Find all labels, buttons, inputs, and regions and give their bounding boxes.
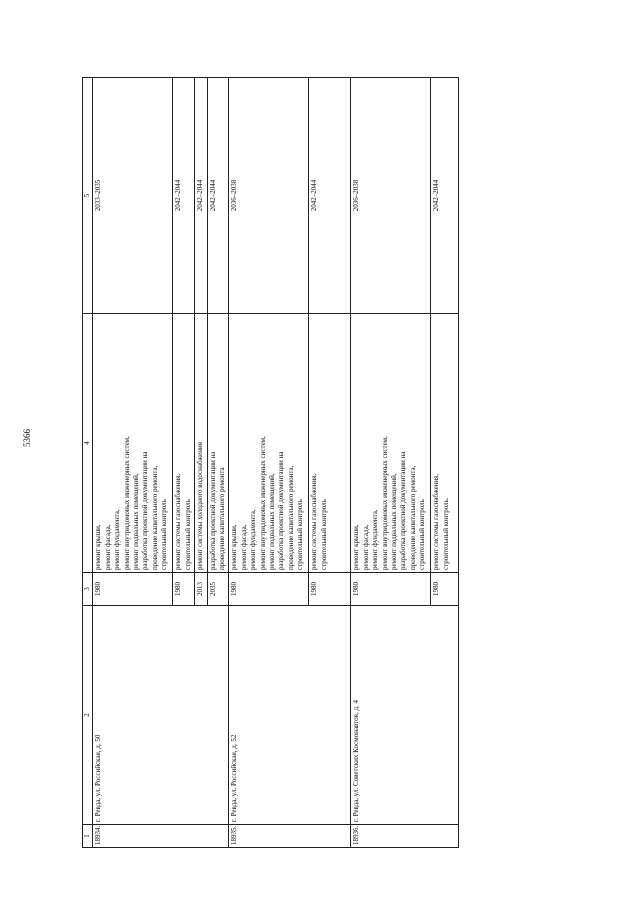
repair-works (351, 314, 431, 573)
repair-works (229, 314, 309, 573)
repair-year: 1980 (431, 573, 459, 606)
work-item: разработка проектной документации на (277, 451, 286, 570)
work-item: ремонт подвальных помещений, (268, 473, 277, 570)
work-item: ремонт фасада, (361, 524, 370, 570)
work-item: ремонт фундамента, (113, 509, 122, 570)
work-item: проведение капитального ремонта (218, 467, 227, 570)
planned-period: 2036–2038 (351, 78, 431, 314)
repair-works (309, 314, 351, 573)
table-body (93, 78, 459, 848)
column-number: 3 (83, 573, 93, 606)
row-number: 18934. (93, 825, 229, 848)
work-item: ремонт фундамента, (371, 509, 380, 570)
column-number: 1 (83, 825, 93, 848)
repair-works (195, 314, 207, 573)
work-item: ремонт внутридомовых инженерных систем, (258, 436, 267, 570)
work-item: ремонт системы газоснабжения, (310, 473, 319, 570)
planned-period: 2042–2044 (207, 78, 229, 314)
work-item: ремонт крыши, (94, 524, 103, 570)
work-item: разработка проектной документации на (399, 451, 408, 570)
work-item: строительный контроль (418, 499, 427, 570)
work-item: ремонт подвальных помещений, (390, 473, 399, 570)
column-number-row (83, 78, 93, 848)
work-item: ремонт фасада, (239, 524, 248, 570)
planned-period: 2036–2038 (229, 78, 309, 314)
work-item: разработка проектной документации на (208, 451, 217, 570)
work-item: строительный контроль (160, 499, 169, 570)
work-item: проведение капитального ремонта, (150, 465, 159, 570)
table-row (229, 78, 309, 848)
building-address: г. Ревда, ул. Российская, д. 50 (93, 606, 229, 825)
building-address: г. Ревда, ул. Советских Космонавтов, д. 4 (351, 606, 459, 825)
work-item: ремонт крыши, (352, 524, 361, 570)
repair-works (93, 314, 173, 573)
planned-period: 2042–2044 (309, 78, 351, 314)
row-number: 18935. (229, 825, 351, 848)
work-item: ремонт фасада, (103, 524, 112, 570)
repair-year: 2035 (207, 573, 229, 606)
table-row (351, 78, 431, 848)
work-item: строительный контроль (319, 499, 328, 570)
repair-works (207, 314, 229, 573)
repair-year: 1980 (351, 573, 431, 606)
planned-period: 2042–2044 (173, 78, 195, 314)
rotated-table-wrapper (82, 78, 506, 848)
page-number: 5366 (22, 429, 32, 447)
work-item: ремонт фундамента, (249, 509, 258, 570)
work-item: строительный контроль (296, 499, 305, 570)
building-address: г. Ревда, ул. Российская, д. 52 (229, 606, 351, 825)
row-number: 18936. (351, 825, 459, 848)
column-number: 5 (83, 78, 93, 314)
repair-year: 2013 (195, 573, 207, 606)
work-item: строительный контроль. (441, 497, 450, 570)
work-item: разработка проектной документации на (141, 451, 150, 570)
work-item: ремонт подвальных помещений, (132, 473, 141, 570)
work-item: строительный контроль (183, 499, 192, 570)
work-item: ремонт внутридомовых инженерных систем, (380, 436, 389, 570)
work-item: ремонт внутридомовых инженерных систем, (122, 436, 131, 570)
column-number: 2 (83, 606, 93, 825)
planned-period: 2033–2035 (93, 78, 173, 314)
repair-year: 1980 (309, 573, 351, 606)
work-item: ремонт системы холодного водоснабжения (196, 442, 205, 570)
capital-repair-table (82, 77, 459, 848)
work-item: проведение капитального ремонта, (408, 465, 417, 570)
repair-works (173, 314, 195, 573)
work-item: ремонт системы газоснабжения, (432, 473, 441, 570)
repair-year: 1980 (229, 573, 309, 606)
planned-period: 2042–2044 (431, 78, 459, 314)
column-number: 4 (83, 314, 93, 573)
work-item: проведение капитального ремонта, (286, 465, 295, 570)
table-row (93, 78, 173, 848)
work-item: ремонт системы газоснабжения, (174, 473, 183, 570)
repair-year: 1980 (173, 573, 195, 606)
repair-year: 1980 (93, 573, 173, 606)
planned-period: 2042–2044 (195, 78, 207, 314)
repair-works (431, 314, 459, 573)
work-item: ремонт крыши, (230, 524, 239, 570)
